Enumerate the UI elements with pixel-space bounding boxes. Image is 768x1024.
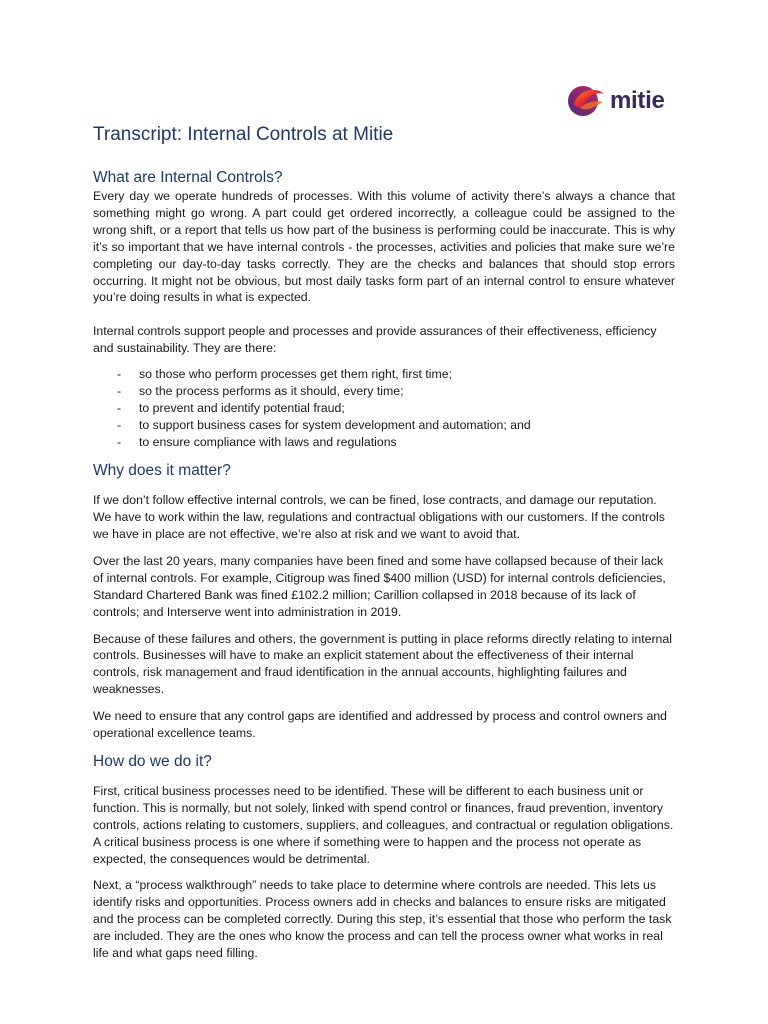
mitie-logo-mark-icon bbox=[566, 84, 608, 118]
section-heading-why: Why does it matter? bbox=[93, 462, 231, 480]
paragraph-why-3: Because of these failures and others, the government is putting in place reforms directly relating to internal controls. Businesses will have to make an explicit statement about the effectiveness of their internal controls, risk management and fraud identification in the annual accounts, highlighting failures and weaknesses. bbox=[93, 631, 672, 697]
document-body bbox=[93, 122, 675, 972]
paragraph-why-2: Over the last 20 years, many companies have been fined and some have collapsed because of their lack of internal controls. For example, Citigroup was fined $400 million (USD) for internal controls deficiencies, Standard Chartered Bank was fined £102.2 million; Carillion collapsed in 2018 because of its lack of controls; and Interserve went into administration in 2019. bbox=[93, 553, 666, 619]
list-item: - to prevent and identify potential fraud; bbox=[117, 400, 675, 417]
paragraph-how-1: First, critical business processes need to be identified. These will be different to each business unit or function. This is normally, but not solely, linked with spend control or finances, fraud prevention, inventory controls, actions relating to customers, suppliers, and colleagues, and contractual or regulation obligations. A critical business process is one where if something were to happen and the process not operate as expected, the consequences would be detrimental. bbox=[93, 783, 674, 866]
section-heading-what: What are Internal Controls? bbox=[93, 169, 283, 186]
list-item: - to ensure compliance with laws and regulations bbox=[117, 434, 675, 451]
mitie-logo bbox=[566, 84, 665, 118]
paragraph-why-4: We need to ensure that any control gaps are identified and addressed by process and control owners and operational excellence teams. bbox=[93, 709, 667, 741]
section-heading-how: How do we do it? bbox=[93, 752, 212, 770]
paragraph-what-2: Internal controls support people and processes and provide assurances of their effectiveness, efficiency and sustainability. They are there: bbox=[93, 324, 657, 356]
bullet-list bbox=[93, 366, 675, 451]
paragraph-how-2: Next, a “process walkthrough” needs to take place to determine where controls are needed. This lets us identify risks and opportunities. Process owners add in checks and balances to ensure risks are mitigated and the process can be completed correctly. During this step, it’s essential that those who perform the task are included. They are the ones who know the process and can tell the process owner what works in real life and what gaps need filling. bbox=[93, 878, 672, 961]
list-item: - to support business cases for system development and automation; and bbox=[117, 417, 675, 434]
document-title: Transcript: Internal Controls at Mitie bbox=[93, 124, 394, 145]
list-item: - so those who perform processes get them right, first time; bbox=[117, 366, 675, 383]
paragraph-why-1: If we don’t follow effective internal controls, we can be fined, lose contracts, and damage our reputation. We have to work within the law, regulations and contractual obligations with our customers. If the controls we have in place are not effective, we’re also at risk and we want to avoid that. bbox=[93, 493, 665, 541]
paragraph-what-1: Every day we operate hundreds of processes. With this volume of activity there’s always a chance that something might go wrong. A part could get ordered incorrectly, a colleague could be assigned to the wrong shift, or a report that tells us how part of the business is performing could be inaccurate. This is why it’s so important that we have internal controls - the processes, activities and policies that make sure we’re completing our day-to-day tasks correctly. They are the checks and balances that should stop errors occurring. It might not be obvious, but most daily tasks form part of an internal control to ensure whatever you’re doing results in what is expected. bbox=[93, 189, 675, 305]
logo-wordmark: mitie bbox=[610, 87, 665, 114]
list-item: - so the process performs as it should, every time; bbox=[117, 383, 675, 400]
